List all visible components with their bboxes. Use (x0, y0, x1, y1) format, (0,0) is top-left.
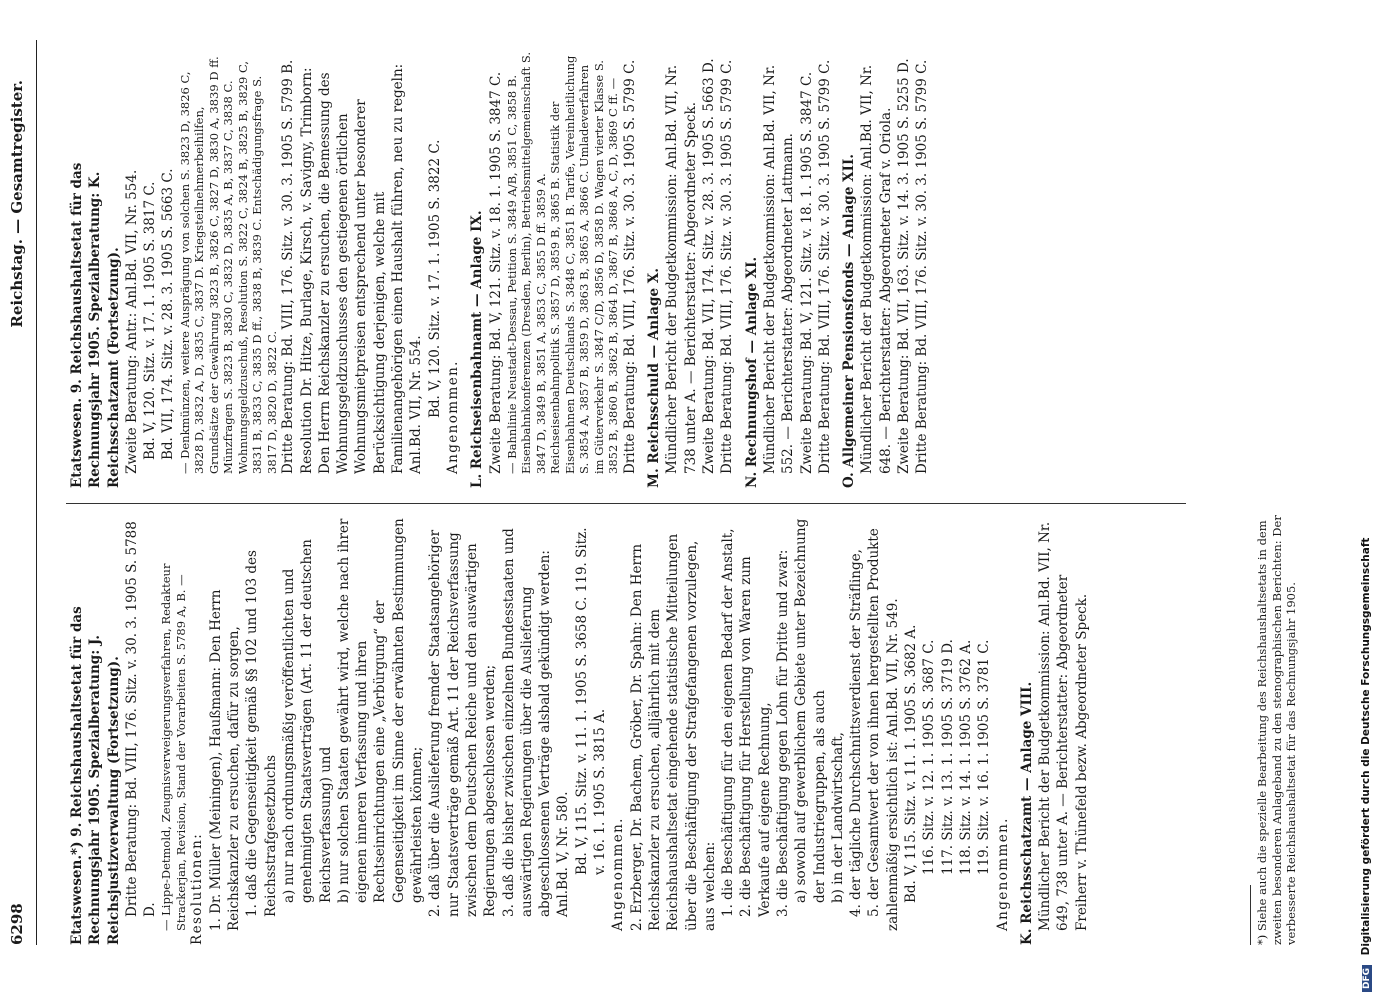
entry-line: 117. Sitz. v. 13. 1. 1905 S. 3719 D. (939, 639, 956, 875)
section-heading: O. Allgemeiner Pensionsfonds — Anlage XII. (841, 154, 858, 488)
entry-line: 118. Sitz. v. 14. 1. 1905 S. 3762 A. (957, 639, 974, 875)
digitization-credit (1360, 0, 1372, 1000)
entry-line: Dritte Beratung: Bd. VIII, 176. Sitz. v. 30. 3. 1905 S. 5788 D. (123, 521, 159, 917)
resolution-item: 5. der Gesamtwert der von ihnen hergestellten Produkte (866, 528, 883, 917)
footnote-text: *) Siehe auch die spezielle Bearbeitung des Reichshaushaltsetats in dem zweiten besonderen Anlageband zu den stenographischen Berichten: Der verbesserte Reichshaushaltsetat für das Rechnungsjahr 1905. (1255, 515, 1298, 945)
left-column (68, 513, 1091, 945)
resolution-item: 2. Erzberger, Dr. Bachem, Gröber, Dr. Spahn: Den Herrn Reichskanzler zu ersuchen, alljährlich mit dem Reichshaushaltsetat eingehende statistische Mitteilungen über die Beschäftigung der Strafgefangenen vorzulegen, aus welchen: (628, 533, 718, 931)
footnote-rule (1250, 885, 1251, 945)
section-heading: N. Rechnungshof — Anlage XI. (743, 256, 760, 488)
section-heading: Etatswesen.*) 9. Reichshaushaltsetat für das Rechnungsjahr 1905. Spezialberatung: J. Reichsjustizverwaltung (Fortsetzung). (69, 606, 122, 945)
status-line: Angenommen. (994, 817, 1011, 931)
status-line: Angenommen. (610, 817, 627, 931)
resolution-item: 3. daß die bisher zwischen einzelnen Bundesstaaten und auswärtigen Regierungen über die Auslieferung abgeschlossenen Verträge alsbald gekündigt werden: Anl.Bd. V, Nr. 580. (500, 528, 572, 917)
entry-line: Zweite Beratung: Antr.: Anl.Bd. VII, Nr. 554. (123, 169, 140, 474)
subheading: Resolutionen: (189, 832, 206, 945)
entry-line: 119. Sitz. v. 16. 1. 1905 S. 3781 C. (976, 639, 993, 875)
running-title: Reichstag. — Gesamtregister. (8, 80, 26, 328)
resolution-item: Resolution Dr. Hitze, Burlage, Kirsch, v. Savigny, Trimborn: Den Herrn Reichskanzler zu ersuchen, die Bemessung des Wohnungsgeldzuschusses den gestiegenen örtlichen Wohnungsmietpreisen entsprechend unter besonderer Berücksichtigung derjenigen, welche mit Familienangehörigen einen Haushalt führen, neu zu regeln: Anl.Bd. VII, Nr. 554. (298, 63, 425, 474)
page-header (8, 40, 34, 945)
resolution-item: a) nur nach ordnungsmäßig veröffentlichten und genehmigten Staatsverträgen (Art. 11 der deutschen Reichsverfassung) und (280, 539, 334, 903)
resolution-item: 1. Dr. Müller (Meiningen), Haußmann: Den Herrn Reichskanzler zu ersuchen, dafür zu sorgen, (207, 589, 243, 931)
entry-line: Dritte Beratung: Bd. VIII, 176. Sitz. v. 30. 3. 1905 S. 5799 C. (816, 59, 833, 474)
resolution-item: b) in der Landwirtschaft, (829, 732, 846, 903)
entry-line: Dritte Beratung: Bd. VIII, 176. Sitz. v. 30. 3. 1905 S. 5799 C. (719, 59, 736, 474)
header-rule (36, 40, 37, 945)
entry-line: Zweite Beratung: Bd. V, 121. Sitz. v. 18. 1. 1905 S. 3847 C. (487, 71, 504, 474)
resolution-item: 1. die Beschäftigung für den eigenen Bedarf der Anstalt, (720, 528, 737, 917)
right-column (68, 48, 932, 488)
entry-line: Zweite Beratung: Bd. V, 121. Sitz. v. 18. 1. 1905 S. 3847 C. (798, 71, 815, 474)
section-heading: Etatswesen. 9. Reichshaushaltsetat für das Rechnungsjahr 1905. Spezialberatung: K. Reichsschatzamt (Fortsetzung). (69, 162, 122, 488)
resolution-item: 2. die Beschäftigung für Herstellung von Waren zum Verkaufe auf eigene Rechnung, (738, 556, 773, 917)
entry-line: Zweite Beratung: Bd. VII, 163. Sitz. v. 14. 3. 1905 S. 5255 D. (896, 58, 912, 474)
resolution-item: 2. daß über die Auslieferung fremder Staatsangehöriger nur Staatsverträge gemäß Art. 11 der Reichsverfassung zwischen dem Deutschen Reiche und den auswärtigen Regierungen abgeschlossen werden; (427, 529, 499, 917)
entry-line: Bd. VII, 174. Sitz. v. 28. 3. 1905 S. 5663 C. (160, 168, 177, 460)
entry-line: Bd. V, 120. Sitz. v. 17. 1. 1905 S. 3817 C. (142, 181, 159, 460)
column-divider (66, 503, 1186, 504)
entry-line: Dritte Beratung: Bd. VIII, 176. Sitz. v. 30. 3. 1905 S. 5799 B. (280, 59, 297, 474)
resolution-item: 4. der tägliche Durchschnittsverdienst der Sträflinge, (848, 549, 865, 917)
entry-line: Mündlicher Bericht der Budgetkommission: Anl.Bd. VII, Nr. 648. — Berichterstatter: Abgeordneter Graf v. Oriola. (859, 64, 894, 474)
resolution-item: 1. daß die Gegenseitigkeit gemäß §§ 102 und 103 des Reichsstrafgesetzbuchs (244, 550, 279, 917)
dfg-logo: DFG (1362, 965, 1372, 992)
credit-text: Digitalisierung gefördert durch die Deutsche Forschungsgemeinschaft (1360, 537, 1372, 956)
resolution-item: 3. die Beschäftigung gegen Lohn für Dritte und zwar: (774, 549, 791, 917)
status-line: Angenommen. (444, 360, 461, 474)
footnote (1250, 513, 1299, 945)
resolution-item: b) nur solchen Staaten gewährt wird, welche nach ihrer eigenen inneren Verfassung und ihren Rechtseinrichtungen eine „Verbürgung“ der Gegenseitigkeit im Sinne der erwähnten Bestimmungen gewährleisten können; (335, 518, 426, 903)
subject-line: — Denkmünzen, weitere Ausprägung von solchen S. 3823 D, 3826 C, 3828 D, 3832 A, D, 3835 C, 3837 D. Kriegsteilnehmerbeihilfen, Grundsätze der Gewährung 3823 B, 3826 C, 3827 D, 3830 A, 3839 D ff. Münzfragen S. 3823 B, 3830 C, 3832 D, 3835 A, B, 3837 C, 3838 C. Wohnungsgeldzuschuß, Resolution S. 3822 C, 3824 B, 3825 B, 3829 C, 3831 B, 3833 C, 3835 D ff., 3838 B, 3839 C. Entschädigungsfrage S. 3817 D, 3820 D, 3822 C. (177, 56, 279, 474)
entry-line: 116. Sitz. v. 12. 1. 1905 S. 3687 C. (921, 639, 938, 875)
entry-line: Mündlicher Bericht der Budgetkommission: Anl.Bd. VII, Nr. 738 unter A. — Berichterstatter: Abgeordneter Speck. (664, 64, 699, 474)
entry-line: Bd. V, 120. Sitz. v. 17. 1. 1905 S. 3822 C. (426, 139, 443, 418)
entry-line: Bd. V, 115. Sitz. v. 11. 1. 1905 S. 3682 A. (903, 624, 920, 903)
entry-line: Mündlicher Bericht der Budgetkommission: Anl.Bd. VII, Nr. 552. — Berichterstatter: Abgeordneter Lattmann. (761, 64, 797, 474)
subject-line: — Lippe-Detmold, Zeugnisverweigerungsverfahren, Redakteur Strackerjan, Revision, Stand der Vorarbeiten S. 5789 A, B. — (159, 563, 188, 931)
section-heading: M. Reichsschuld — Anlage X. (646, 268, 663, 488)
entry-line: Dritte Beratung: Bd. VIII, 176. Sitz. v. 30. 3. 1905 S. 5799 C. (914, 59, 931, 474)
entry-line: Zweite Beratung: Bd. VII, 174. Sitz. v. 28. 3. 1905 S. 5663 D. (701, 58, 718, 474)
entry-line: Bd. V, 115. Sitz. v. 11. 1. 1905 S. 3658 C. 119. Sitz. v. 16. 1. 1905 S. 3815 A. (573, 527, 609, 875)
resolution-item: a) sowohl auf gewerblichem Gebiete unter Bezeichnung der Industriegruppen, als auch (793, 518, 828, 903)
section-heading: K. Reichsschatzamt — Anlage VIII. (1018, 681, 1035, 945)
page-number: 6298 (8, 903, 26, 945)
resolution-item: zahlenmäßig ersichtlich ist: Anl.Bd. VII, Nr. 549. (884, 598, 901, 931)
entry-line: Dritte Beratung: Bd. VIII, 176. Sitz. v. 30. 3. 1905 S. 5799 C. (621, 59, 638, 474)
entry-line: Mündlicher Bericht der Budgetkommission: Anl.Bd. VII, Nr. 649, 738 unter A. — Berichterstatter: Abgeordneter Freiherr v. Thünefeld bezw. Abgeordneter Speck. (1037, 521, 1090, 931)
section-heading: L. Reichseisenbahnamt — Anlage IX. (469, 210, 486, 488)
subject-line: — Bahnlinie Neustadt-Dessau, Petition S. 3849 A/B, 3851 C, 3858 B. Eisenbahnkonferenzen (Dresden, Berlin), Betriebsmittelgemeinschaft S. 3847 D, 3849 B, 3851 A, 3853 C, 3855 D ff. 3859 A. Reichseisenbahnpolitik S. 3857 D, 3859 B, 3865 B. Statistik der Eisenbahnen Deutschlands S. 3848 C, 3851 B. Tarife, Vereinheitlichung S. 3854 A, 3857 B, 3859 D, 3863 B, 3865 A, 3866 C. Umladeverfahren im Güterverkehr S. 3847 C/D, 3856 D, 3858 D. Wagen vierter Klasse S. 3852 B, 3860 B, 3862 B, 3864 D, 3867 B, 3868 A, C, D, 3869 C ff. — (504, 52, 621, 474)
